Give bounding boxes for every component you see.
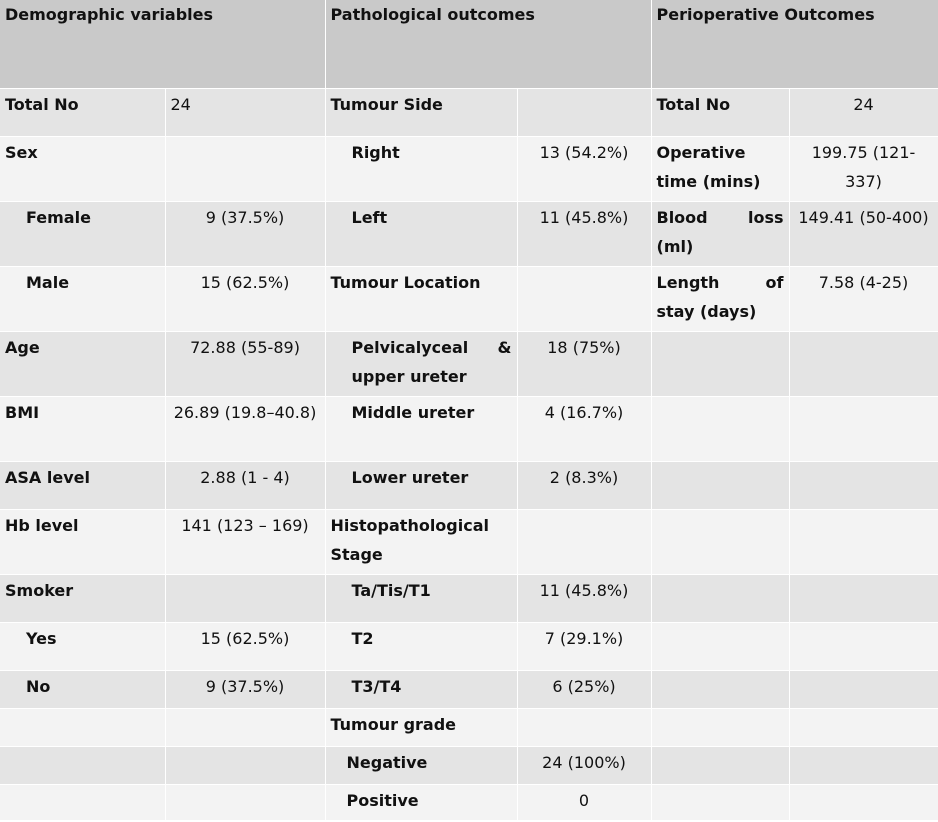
path-value-tumour-side bbox=[517, 89, 651, 137]
table-row bbox=[0, 89, 938, 137]
demo-label-no: No bbox=[0, 671, 165, 709]
path-label-left: Left bbox=[325, 202, 517, 267]
path-value-pelvicalyceal: 18 (75%) bbox=[517, 332, 651, 397]
demo-empty-cell bbox=[0, 709, 165, 747]
path-value-tumour-grade bbox=[517, 709, 651, 747]
demo-label-female: Female bbox=[0, 202, 165, 267]
table-row bbox=[0, 510, 938, 575]
peri-empty-cell bbox=[789, 747, 938, 785]
table-row bbox=[0, 575, 938, 623]
path-label-t3-t4: T3/T4 bbox=[325, 671, 517, 709]
path-label-lower-ureter: Lower ureter bbox=[325, 462, 517, 510]
path-label-middle-ureter: Middle ureter bbox=[325, 397, 517, 462]
peri-empty-cell bbox=[789, 397, 938, 462]
table-row bbox=[0, 709, 938, 747]
path-value-right: 13 (54.2%) bbox=[517, 137, 651, 202]
demo-value-total: 24 bbox=[165, 89, 325, 137]
header-demographic: Demographic variables bbox=[0, 0, 325, 89]
peri-empty-cell bbox=[789, 575, 938, 623]
demo-label-yes: Yes bbox=[0, 623, 165, 671]
path-label-tumour-location: Tumour Location bbox=[325, 267, 517, 332]
table-row bbox=[0, 397, 938, 462]
peri-empty-cell bbox=[651, 747, 789, 785]
table-row bbox=[0, 785, 938, 821]
peri-empty-cell bbox=[789, 462, 938, 510]
path-label-negative: Negative bbox=[325, 747, 517, 785]
demo-value-yes: 15 (62.5%) bbox=[165, 623, 325, 671]
path-value-t2: 7 (29.1%) bbox=[517, 623, 651, 671]
demo-label-bmi: BMI bbox=[0, 397, 165, 462]
peri-value-blood-loss: 149.41 (50-400) bbox=[789, 202, 938, 267]
peri-value-length-of-stay: 7.58 (4-25) bbox=[789, 267, 938, 332]
table-row bbox=[0, 137, 938, 202]
demo-empty-cell bbox=[165, 785, 325, 821]
table-row bbox=[0, 202, 938, 267]
demo-label-smoker: Smoker bbox=[0, 575, 165, 623]
peri-empty-cell bbox=[651, 785, 789, 821]
demo-empty-cell bbox=[165, 709, 325, 747]
path-label-t2: T2 bbox=[325, 623, 517, 671]
demo-empty-cell bbox=[0, 785, 165, 821]
header-row bbox=[0, 0, 938, 89]
path-value-t3-t4: 6 (25%) bbox=[517, 671, 651, 709]
peri-empty-cell bbox=[651, 623, 789, 671]
peri-label-total: Total No bbox=[651, 89, 789, 137]
peri-empty-cell bbox=[789, 510, 938, 575]
demo-label-total: Total No bbox=[0, 89, 165, 137]
demo-label-hb: Hb level bbox=[0, 510, 165, 575]
table-row bbox=[0, 623, 938, 671]
path-label-ta-tis-t1: Ta/Tis/T1 bbox=[325, 575, 517, 623]
peri-empty-cell bbox=[789, 785, 938, 821]
peri-empty-cell bbox=[789, 671, 938, 709]
table-row bbox=[0, 332, 938, 397]
path-value-tumour-location bbox=[517, 267, 651, 332]
peri-empty-cell bbox=[651, 575, 789, 623]
header-pathological: Pathological outcomes bbox=[325, 0, 651, 89]
path-value-histopathological-stage bbox=[517, 510, 651, 575]
table-row bbox=[0, 747, 938, 785]
header-perioperative: Perioperative Outcomes bbox=[651, 0, 938, 89]
demo-value-smoker bbox=[165, 575, 325, 623]
demo-empty-cell bbox=[0, 747, 165, 785]
peri-empty-cell bbox=[651, 671, 789, 709]
demo-value-male: 15 (62.5%) bbox=[165, 267, 325, 332]
demo-value-bmi: 26.89 (19.8–40.8) bbox=[165, 397, 325, 462]
path-value-positive: 0 bbox=[517, 785, 651, 821]
demo-label-age: Age bbox=[0, 332, 165, 397]
path-value-left: 11 (45.8%) bbox=[517, 202, 651, 267]
peri-empty-cell bbox=[651, 332, 789, 397]
demo-label-sex: Sex bbox=[0, 137, 165, 202]
demo-value-asa: 2.88 (1 - 4) bbox=[165, 462, 325, 510]
demo-value-no: 9 (37.5%) bbox=[165, 671, 325, 709]
demo-value-sex bbox=[165, 137, 325, 202]
peri-empty-cell bbox=[789, 709, 938, 747]
table-row bbox=[0, 671, 938, 709]
peri-empty-cell bbox=[789, 623, 938, 671]
path-value-lower-ureter: 2 (8.3%) bbox=[517, 462, 651, 510]
peri-label-length-of-stay: Length of stay (days) bbox=[651, 267, 789, 332]
demo-value-hb: 141 (123 – 169) bbox=[165, 510, 325, 575]
path-label-right: Right bbox=[325, 137, 517, 202]
table-row bbox=[0, 267, 938, 332]
peri-label-blood-loss: Blood loss (ml) bbox=[651, 202, 789, 267]
peri-value-total: 24 bbox=[789, 89, 938, 137]
demo-value-female: 9 (37.5%) bbox=[165, 202, 325, 267]
path-value-middle-ureter: 4 (16.7%) bbox=[517, 397, 651, 462]
peri-empty-cell bbox=[651, 397, 789, 462]
path-label-tumour-grade: Tumour grade bbox=[325, 709, 517, 747]
path-label-pelvicalyceal: Pelvicalyceal & upper ureter bbox=[325, 332, 517, 397]
path-label-tumour-side: Tumour Side bbox=[325, 89, 517, 137]
path-value-negative: 24 (100%) bbox=[517, 747, 651, 785]
peri-empty-cell bbox=[651, 462, 789, 510]
peri-value-operative-time: 199.75 (121-337) bbox=[789, 137, 938, 202]
demo-empty-cell bbox=[165, 747, 325, 785]
demo-value-age: 72.88 (55-89) bbox=[165, 332, 325, 397]
demo-label-male: Male bbox=[0, 267, 165, 332]
path-label-positive: Positive bbox=[325, 785, 517, 821]
peri-label-operative-time: Operative time (mins) bbox=[651, 137, 789, 202]
path-value-ta-tis-t1: 11 (45.8%) bbox=[517, 575, 651, 623]
path-label-histopathological-stage: Histopathological Stage bbox=[325, 510, 517, 575]
peri-empty-cell bbox=[651, 510, 789, 575]
peri-empty-cell bbox=[789, 332, 938, 397]
table-row bbox=[0, 462, 938, 510]
demo-label-asa: ASA level bbox=[0, 462, 165, 510]
peri-empty-cell bbox=[651, 709, 789, 747]
